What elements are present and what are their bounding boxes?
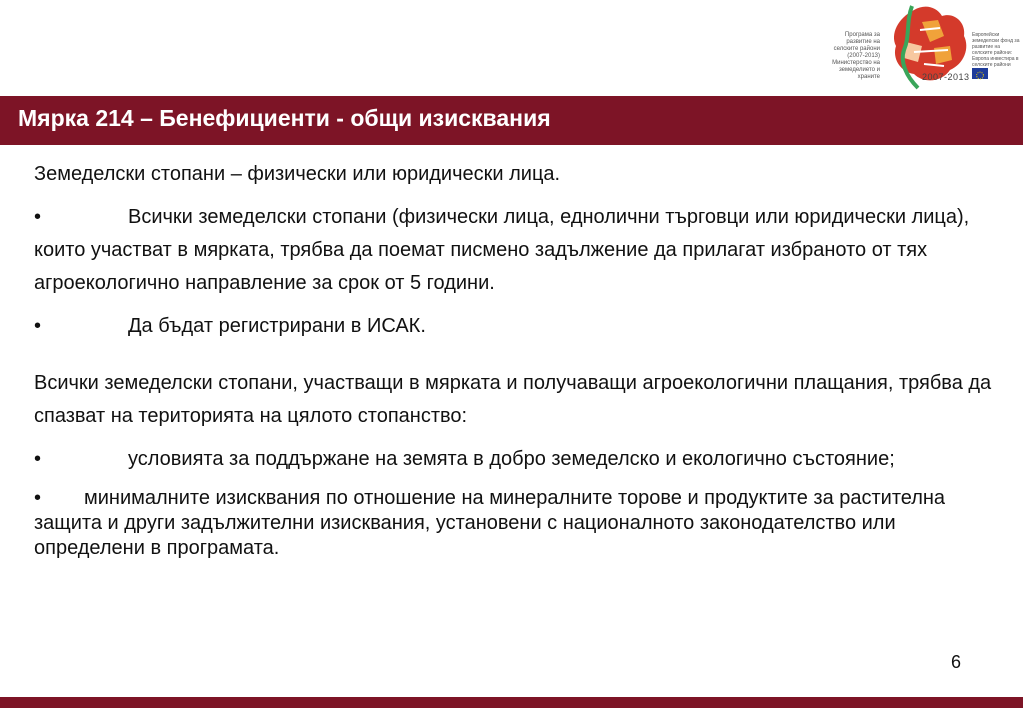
- slide-content: [34, 158, 1009, 571]
- requirements-paragraph: Всички земеделски стопани, участващи в мярката и получаващи агроекологични плащания, трябва да спазват на територията на цялото стопанство:: [34, 372, 992, 427]
- list-item-text: Всички земеделски стопани (физически лица, еднолични търговци или юридически лица), които участват в мярката, трябва да поемат писмено задължение да прилагат избраното от тях агроекологично направление за срок от 5 години.: [34, 206, 970, 294]
- bullet-point: •: [34, 448, 42, 470]
- logo-right-caption: Европейски земеделски фонд за развитие на селските райони: Европа инвестира в селските райони: [972, 32, 1020, 68]
- list-item: [34, 310, 1009, 343]
- logo-year: 2007-2013: [922, 72, 970, 82]
- list-item: [34, 201, 1009, 300]
- list-item-text: Да бъдат регистрирани в ИСАК.: [128, 315, 426, 337]
- bullet-point: •: [34, 315, 42, 337]
- list-item-text: минималните изисквания по отношение на минералните торове и продуктите за растителна защита и други задължителни изисквания, установени с националното законодателство или определени в програмата.: [34, 487, 946, 559]
- bullet-point: •: [34, 487, 42, 509]
- bottom-bar: [0, 697, 1023, 708]
- list-item-text: условията за поддържане на земята в добро земеделско и екологично състояние;: [128, 448, 895, 470]
- eu-flag-icon: [972, 68, 988, 79]
- page-number: 6: [951, 652, 962, 672]
- spacer: [34, 353, 1009, 367]
- intro-paragraph: Земеделски стопани – физически или юридически лица.: [34, 163, 561, 185]
- slide-title: Мярка 214 – Бенефициенти - общи изисквания: [18, 105, 551, 131]
- program-logo: [822, 2, 1020, 94]
- list-item: [34, 443, 1009, 476]
- title-bar: [0, 96, 1023, 145]
- logo-left-caption: Програма за развитие на селските райони (2007-2013) Министерство на земеделието и храните: [832, 32, 880, 80]
- list-item: [34, 486, 1009, 561]
- bullet-point: •: [34, 206, 42, 228]
